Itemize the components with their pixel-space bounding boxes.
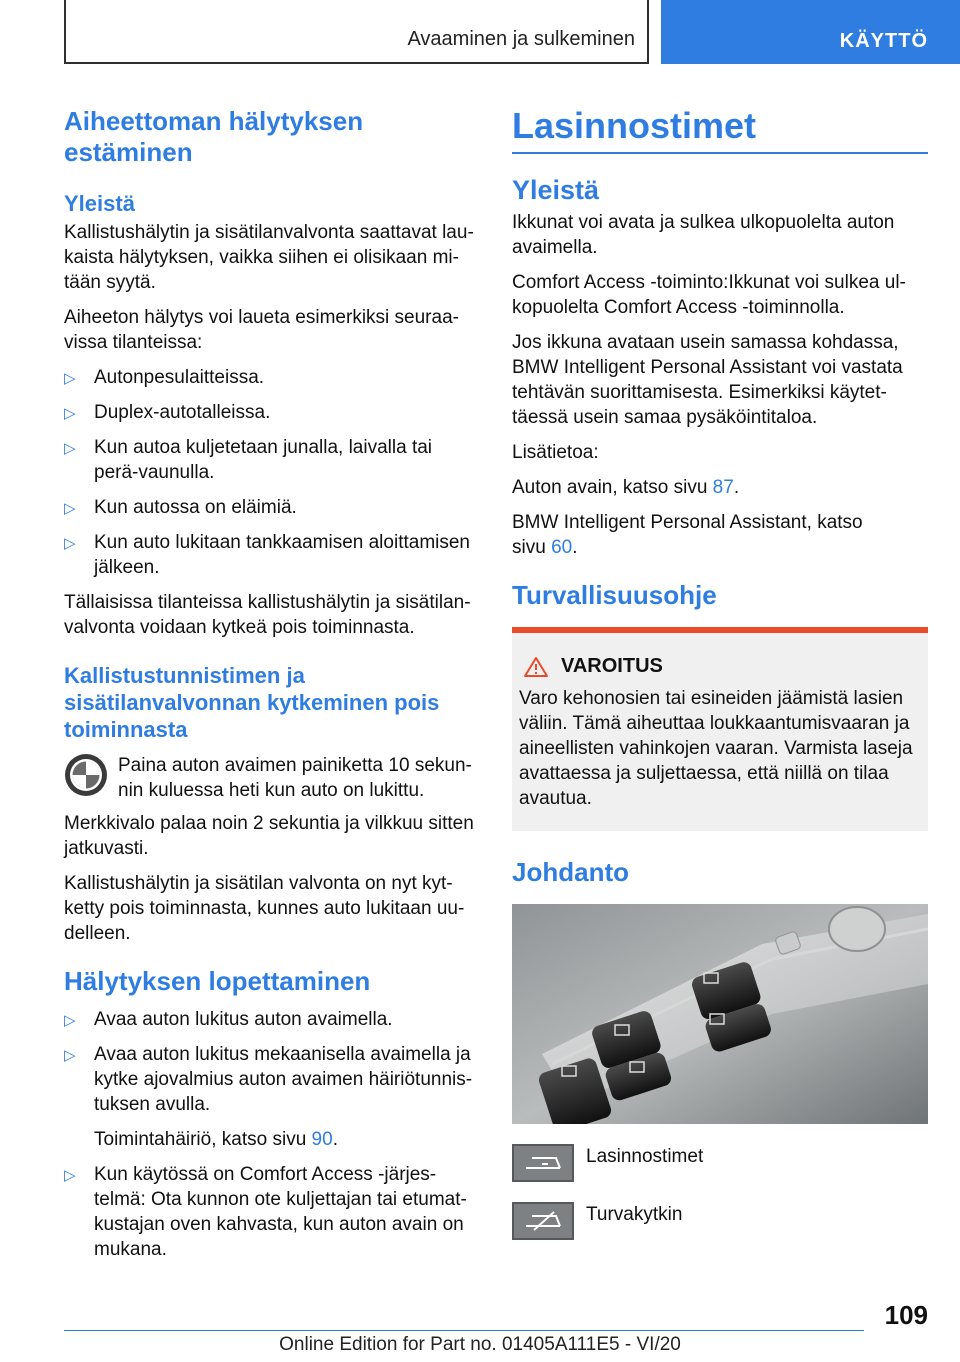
window-switch-photo [512, 904, 928, 1124]
list-item [64, 1162, 476, 1262]
list-item-text: Avaa auton lukitus auton avaimella. [94, 1009, 393, 1030]
header-chapter-tab: KÄYTTÖ [661, 0, 960, 64]
reference-suffix: . [733, 477, 740, 498]
warning-title-row [519, 655, 920, 678]
triangle-bullet-icon: ▷ [64, 1047, 76, 1064]
list-item-text: Avaa auton lukitus mekaanisella avaimella ja kytke ajovalmius auton avaimen häiriötunnis-tuksen avulla. [94, 1044, 473, 1115]
page-link-90[interactable]: 90 [311, 1129, 333, 1150]
triangle-bullet-icon: ▷ [64, 535, 76, 552]
reference-text: Toimintahäiriö, katso sivu [94, 1129, 307, 1150]
right-column [512, 100, 928, 1240]
safety-switch-icon [512, 1202, 574, 1240]
list-item [64, 1007, 476, 1032]
legend-label: Lasinnostimet [586, 1146, 704, 1167]
warning-box [512, 627, 928, 831]
stop-alarm-heading: Hälytyksen lopettaminen [64, 966, 371, 996]
triangle-bullet-icon: ▷ [64, 1167, 76, 1184]
header-section-title: Avaaminen ja sulkeminen [407, 28, 635, 50]
safety-heading: Turvallisuusohje [512, 580, 717, 610]
paragraph-remote-windows: Ikkunat voi avata ja sulkea ulkopuolelta auton avaimella. [512, 212, 895, 258]
window-lifters-title: Lasinnostimet [512, 104, 928, 154]
malfunction-reference [94, 1127, 476, 1152]
reference-text: Auton avain, katso sivu [512, 477, 708, 498]
list-item-text: Duplex-autotalleissa. [94, 402, 271, 423]
list-item [64, 365, 476, 390]
page-link-60[interactable]: 60 [551, 537, 573, 558]
paragraph-assistant: Jos ikkuna avataan usein samassa kohdassa, BMW Intelligent Personal Assistant voi vastata tehtävän suorittamisesta. Esimerkiksi käytet-täessä usein samaa pysäköintitaloa. [512, 332, 903, 428]
list-item-text: Kun auto lukitaan tankkaamisen aloittamisen jälkeen. [94, 532, 471, 578]
paragraph-comfort-access: Comfort Access -toiminto:Ikkunat voi sulkea ul-kopuolelta Comfort Access -toiminnolla. [512, 272, 906, 318]
paragraph-indicator: Merkkivalo palaa noin 2 sekuntia ja vilkkuu sitten jatkuvasti. [64, 813, 474, 859]
reference-text: BMW Intelligent Personal Assistant, katso sivu [512, 512, 863, 558]
header-section-box [64, 0, 649, 64]
reference-suffix: . [572, 537, 578, 558]
more-info-label: Lisätietoa: [512, 442, 599, 463]
warning-triangle-icon [523, 656, 549, 678]
false-alarm-heading: Aiheettoman hälytyksen estäminen [64, 106, 364, 167]
disable-sensors-heading: Kallistustunnistimen ja sisätilanvalvonnan kytkeminen pois toiminnasta [64, 663, 440, 742]
paragraph-situations-intro: Aiheeton hälytys voi laueta esimerkiksi seuraa-vissa tilanteissa: [64, 307, 459, 353]
triangle-bullet-icon: ▷ [64, 1012, 76, 1029]
list-item [64, 495, 476, 520]
reference-suffix: . [332, 1129, 338, 1150]
list-item [64, 435, 476, 485]
list-item [64, 400, 476, 425]
footer-divider [64, 1330, 864, 1331]
triangle-bullet-icon: ▷ [64, 500, 76, 517]
legend-item-safety-switch [512, 1202, 928, 1240]
key-instruction-row [64, 753, 476, 803]
paragraph-disable-option: Tällaisissa tilanteissa kallistushälytin ja sisätilan-valvonta voidaan kytkeä pois toiminnasta. [64, 592, 471, 638]
footer-edition: Online Edition for Part no. 01405A111E5 - VI/20 [279, 1334, 681, 1355]
list-item-text: Autonpesulaitteissa. [94, 367, 265, 388]
bmw-key-icon [64, 753, 108, 797]
triangle-bullet-icon: ▷ [64, 440, 76, 457]
reference-assistant [512, 510, 882, 560]
list-item [64, 1042, 476, 1152]
left-column [64, 100, 476, 1272]
reference-car-key [512, 475, 928, 500]
paragraph-disabled-state: Kallistushälytin ja sisätilan valvonta on nyt kyt-ketty pois toiminnasta, kunnes auto lukitaan uu-delleen. [64, 873, 465, 944]
general-subheading-right: Yleistä [512, 175, 600, 205]
triangle-bullet-icon: ▷ [64, 370, 76, 387]
warning-text: Varo kehonosien tai esineiden jäämistä lasien väliin. Tämä aiheuttaa loukkaantumisvaaran ja aineellisten vahinkojen vaaran. Varmista laseja avattaessa ja suljettaessa, että niillä on tilaa avautua. [519, 688, 913, 809]
warning-title: VAROITUS [561, 655, 663, 677]
stop-alarm-list [64, 1007, 476, 1262]
key-instruction-text: Paina auton avaimen painiketta 10 sekun-nin kuluessa heti kun auto on lukittu. [118, 755, 472, 801]
list-item-text: Kun käytössä on Comfort Access -järjes-telmä: Ota kunnon ote kuljettajan tai etumat-kustajan oven kahvasta, kun auton avain on mukana. [94, 1164, 467, 1260]
list-item-text: Kun autossa on eläimiä. [94, 497, 297, 518]
page-number: 109 [884, 1300, 928, 1330]
list-item [64, 530, 476, 580]
situations-list [64, 365, 476, 580]
general-subheading-left: Yleistä [64, 191, 135, 216]
triangle-bullet-icon: ▷ [64, 405, 76, 422]
legend-item-window-lifters [512, 1144, 928, 1182]
paragraph-alarm-intro: Kallistushälytin ja sisätilanvalvonta saattavat lau-kaista hälytyksen, vaikka siihen ei olisikaan mi-tään syytä. [64, 222, 474, 293]
page-link-87[interactable]: 87 [712, 477, 734, 498]
legend-label: Turvakytkin [586, 1204, 683, 1225]
window-lifter-icon [512, 1144, 574, 1182]
list-item-text: Kun autoa kuljetetaan junalla, laivalla tai perä-vaunulla. [94, 437, 433, 483]
introduction-heading: Johdanto [512, 857, 629, 887]
